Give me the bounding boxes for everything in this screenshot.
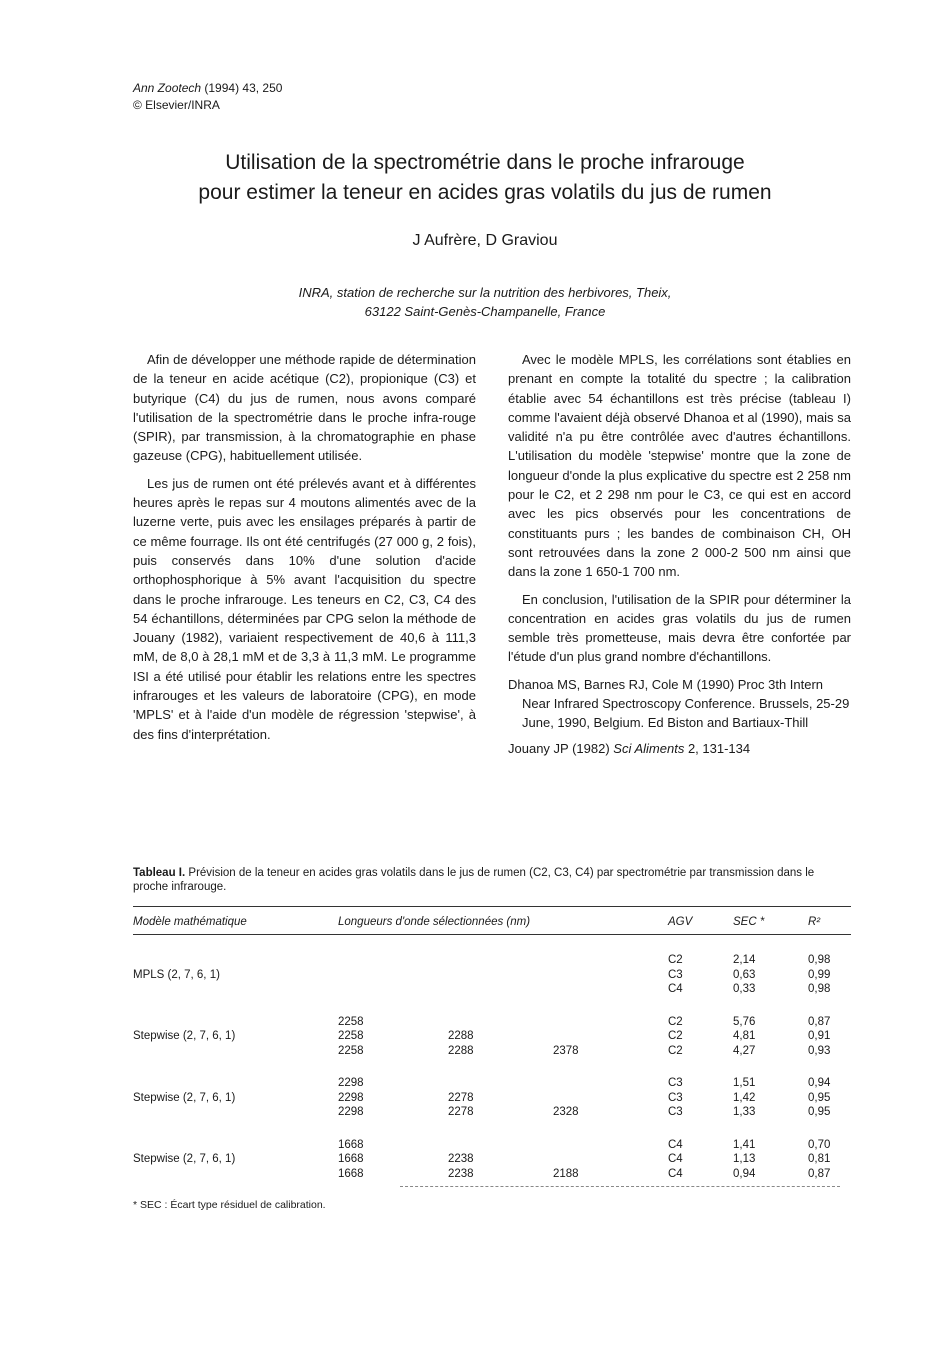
wavelength-2-cell — [448, 1076, 553, 1091]
r2-cell: 0,93 — [808, 1044, 831, 1057]
group-spacer — [133, 935, 851, 954]
reference-authors: Jouany JP (1982) — [508, 740, 614, 756]
wavelength-1-cell — [338, 982, 448, 997]
agv-cell: C3 — [668, 968, 683, 981]
affiliation — [180, 283, 790, 321]
wavelength-2-cell — [448, 968, 553, 983]
wavelength-3-cell: 2328 — [553, 1106, 579, 1118]
table-row — [133, 1091, 851, 1106]
r2-cell: 0,95 — [808, 1106, 831, 1118]
agv-cell: C2 — [668, 954, 683, 966]
table-header-row — [133, 907, 851, 935]
wavelength-1-cell: 1668 — [338, 1138, 364, 1151]
wavelength-2-cell: 2238 — [448, 1153, 474, 1165]
wavelength-3-cell — [553, 953, 668, 968]
paragraph: Les jus de rumen ont été prélevés avant et à différentes heures après le repas sur 4 moutons alimentés avec de la luzerne verte, puis avec les ensilages préparés à partir de ce même fourrage. Ils ont été centrifugés (27 000 g, 2 fois), puis conservés dans 10% d'une solution d'acide orthophosphorique à 5% avant l'acquisition du spectre dans le proche infrarouge. Les teneurs en C2, C3, C4 des 54 échantillons, déterminées par CPG selon la méthode de Jouany (1982), variaient respectivement de 40,6 à 111,3 mM, de 8,0 à 28,1 mM et de 3,3 à 11,3 mM. Le programme ISI a été utilisé pour établir les relations entre les spectres infrarouges et les valeurs de laboratoire (CPG), en mode 'MPLS' et à l'aide d'un modèle de régression 'stepwise', à des fins d'interprétation. — [133, 475, 476, 742]
agv-cell: C2 — [668, 1044, 683, 1057]
title-line-2: pour estimer la teneur en acides gras volatils du jus de rumen — [198, 181, 772, 204]
model-cell — [133, 982, 338, 997]
paragraph: En conclusion, l'utilisation de la SPIR pour déterminer la concentration en acides gras volatils du jus de rumen semble très prometteuse, mais devra être confortée par l'étude d'un plus grand nombre d'échantillons. — [508, 591, 851, 665]
sec-cell: 1,51 — [733, 1077, 756, 1089]
right-column — [508, 350, 851, 764]
wavelength-2-cell: 2278 — [448, 1091, 474, 1104]
journal-header — [133, 80, 282, 114]
sec-cell: 4,27 — [733, 1044, 756, 1057]
r2-cell: 0,70 — [808, 1138, 831, 1151]
wavelength-3-cell — [553, 982, 668, 997]
table-bottom-rule — [400, 1186, 840, 1187]
table-caption-label: Tableau I. — [133, 867, 186, 879]
wavelength-1-cell: 1668 — [338, 1167, 364, 1180]
agv-cell: C2 — [668, 1015, 683, 1028]
r2-cell: 0,81 — [808, 1153, 831, 1165]
agv-cell: C4 — [668, 1153, 683, 1165]
model-cell: Stepwise (2, 7, 6, 1) — [133, 1091, 236, 1104]
sec-cell: 1,41 — [733, 1138, 756, 1151]
table-row — [133, 1029, 851, 1044]
wavelength-3-cell — [553, 968, 668, 983]
sec-cell: 0,33 — [733, 983, 756, 995]
model-cell — [133, 1138, 338, 1153]
wavelength-1-cell: 1668 — [338, 1153, 364, 1165]
table-row — [133, 1105, 851, 1120]
table-row — [133, 953, 851, 968]
left-column — [133, 350, 476, 752]
wavelength-2-cell — [448, 982, 553, 997]
agv-cell: C4 — [668, 1138, 683, 1151]
model-cell: Stepwise (2, 7, 6, 1) — [133, 1153, 236, 1165]
wavelength-3-cell — [553, 1015, 668, 1030]
table-footnote: * SEC : Écart type résiduel de calibration. — [133, 1199, 326, 1211]
r2-cell: 0,98 — [808, 954, 831, 966]
article-title — [100, 148, 870, 208]
wavelength-2-cell: 2288 — [448, 1044, 474, 1057]
wavelength-3-cell — [553, 1076, 668, 1091]
wavelength-2-cell — [448, 953, 553, 968]
wavelength-1-cell: 2298 — [338, 1091, 364, 1104]
wavelength-1-cell: 2298 — [338, 1077, 364, 1089]
sec-cell: 4,81 — [733, 1030, 756, 1042]
wavelength-1-cell: 2298 — [338, 1106, 364, 1118]
model-cell — [133, 1044, 338, 1059]
wavelength-1-cell: 2258 — [338, 1015, 364, 1028]
reference-volume: 2, 131-134 — [684, 740, 751, 756]
sec-cell: 0,94 — [733, 1167, 756, 1180]
wavelength-3-cell: 2378 — [553, 1044, 579, 1057]
wavelength-1-cell: 2258 — [338, 1044, 364, 1057]
paragraph: Avec le modèle MPLS, les corrélations sont établies en prenant en compte la totalité du spectre ; la calibration établie avec 54 échantillons est très précise (tableau I) comme l'avaient déjà observé Dhanoa et al (1990), mais sa validité n'a pu être contrôlée avec d'autres échantillons. L'utilisation du modèle 'stepwise' montre que la zone de longueur d'onde la plus explicative du spectre est 2 258 nm pour le C2, et 2 298 nm pour le C3, ce qui est en accord avec les pics observés pour les concentrations de constituants purs ; les bandes de combinaison CH, OH sont retrouvées dans la zone 2 000-2 500 nm ainsi que dans la zone 1 650-1 700 nm. — [508, 352, 851, 580]
agv-cell: C4 — [668, 1167, 683, 1180]
table-row — [133, 1076, 851, 1091]
wavelength-3-cell — [553, 1029, 668, 1044]
table-caption — [133, 866, 851, 894]
agv-cell: C3 — [668, 1091, 683, 1104]
table-row — [133, 968, 851, 983]
agv-cell: C3 — [668, 1106, 683, 1118]
journal-citation: (1994) 43, 250 — [201, 81, 283, 95]
model-cell — [133, 1015, 338, 1030]
reference-journal: Sci Aliments — [613, 740, 685, 756]
wavelength-1-cell — [338, 953, 448, 968]
sec-cell: 0,63 — [733, 968, 756, 981]
table-row — [133, 1152, 851, 1167]
journal-name: Ann Zootech — [133, 81, 202, 95]
affiliation-line-1: INRA, station de recherche sur la nutrition des herbivores, Theix, — [298, 285, 672, 300]
wavelength-3-cell: 2188 — [553, 1167, 579, 1180]
title-line-1: Utilisation de la spectrométrie dans le proche infrarouge — [225, 151, 745, 174]
sec-cell: 2,14 — [733, 954, 756, 966]
wavelength-3-cell — [553, 1138, 668, 1153]
group-spacer — [133, 997, 851, 1015]
agv-cell: C2 — [668, 1030, 683, 1042]
table-body — [133, 935, 851, 1188]
group-spacer — [133, 1058, 851, 1076]
wavelength-2-cell: 2278 — [448, 1106, 474, 1118]
r2-cell: 0,94 — [808, 1077, 831, 1089]
table-row — [133, 1167, 851, 1182]
model-cell: Stepwise (2, 7, 6, 1) — [133, 1030, 236, 1042]
header-agv: AGV — [668, 907, 733, 935]
wavelength-1-cell: 2258 — [338, 1030, 364, 1042]
affiliation-line-2: 63122 Saint-Genès-Champanelle, France — [364, 304, 606, 319]
r2-cell: 0,99 — [808, 968, 831, 981]
table-row — [133, 1044, 851, 1059]
model-cell — [133, 1167, 338, 1182]
r2-cell: 0,98 — [808, 983, 831, 995]
wavelength-2-cell: 2288 — [448, 1030, 474, 1042]
table-row — [133, 982, 851, 997]
paragraph: Afin de développer une méthode rapide de détermination de la teneur en acide acétique (C2), propionique (C3) et butyrique (C4) du jus de rumen, nous avons comparé l'utilisation de la spectrométrie dans le proche infra-rouge (SPIR), par transmission, à la chromatographie en phase gazeuse (CPG), habituellement utilisée. — [133, 352, 476, 464]
sec-cell: 1,13 — [733, 1153, 756, 1165]
reference-dhanoa: Dhanoa MS, Barnes RJ, Cole M (1990) Proc 3th Intern Near Infrared Spectroscopy Conference. Brussels, 25-29 June, 1990, Belgium. Ed Biston and Bartiaux-Thill — [508, 676, 850, 731]
wavelength-3-cell — [553, 1152, 668, 1167]
r2-cell: 0,91 — [808, 1030, 831, 1042]
publisher: © Elsevier/INRA — [133, 98, 220, 112]
wavelength-1-cell — [338, 968, 448, 983]
model-cell: MPLS (2, 7, 6, 1) — [133, 968, 220, 981]
sec-cell: 1,33 — [733, 1106, 756, 1118]
agv-cell: C3 — [668, 1077, 683, 1089]
header-model: Modèle mathématique — [133, 907, 338, 935]
authors: J Aufrère, D Graviou — [412, 232, 558, 249]
sec-cell: 5,76 — [733, 1015, 756, 1028]
table-row — [133, 1015, 851, 1030]
header-sec: SEC * — [733, 907, 808, 935]
header-r2: R² — [808, 907, 851, 935]
r2-cell: 0,87 — [808, 1167, 831, 1180]
wavelength-2-cell — [448, 1015, 553, 1030]
table-row — [133, 1138, 851, 1153]
group-spacer — [133, 1120, 851, 1138]
wavelength-2-cell: 2238 — [448, 1167, 474, 1180]
reference-jouany — [508, 739, 851, 758]
wavelength-3-cell — [553, 1091, 668, 1106]
model-cell — [133, 1076, 338, 1091]
sec-cell: 1,42 — [733, 1091, 756, 1104]
model-cell — [133, 953, 338, 968]
results-table — [133, 906, 851, 1187]
r2-cell: 0,87 — [808, 1015, 831, 1028]
wavelength-2-cell — [448, 1138, 553, 1153]
r2-cell: 0,95 — [808, 1091, 831, 1104]
agv-cell: C4 — [668, 983, 683, 995]
header-wavelengths: Longueurs d'onde sélectionnées (nm) — [338, 907, 668, 935]
table-caption-text: Prévision de la teneur en acides gras volatils dans le jus de rumen (C2, C3, C4) par spectrométrie par transmission dans le proche infrarouge. — [133, 867, 815, 893]
model-cell — [133, 1105, 338, 1120]
